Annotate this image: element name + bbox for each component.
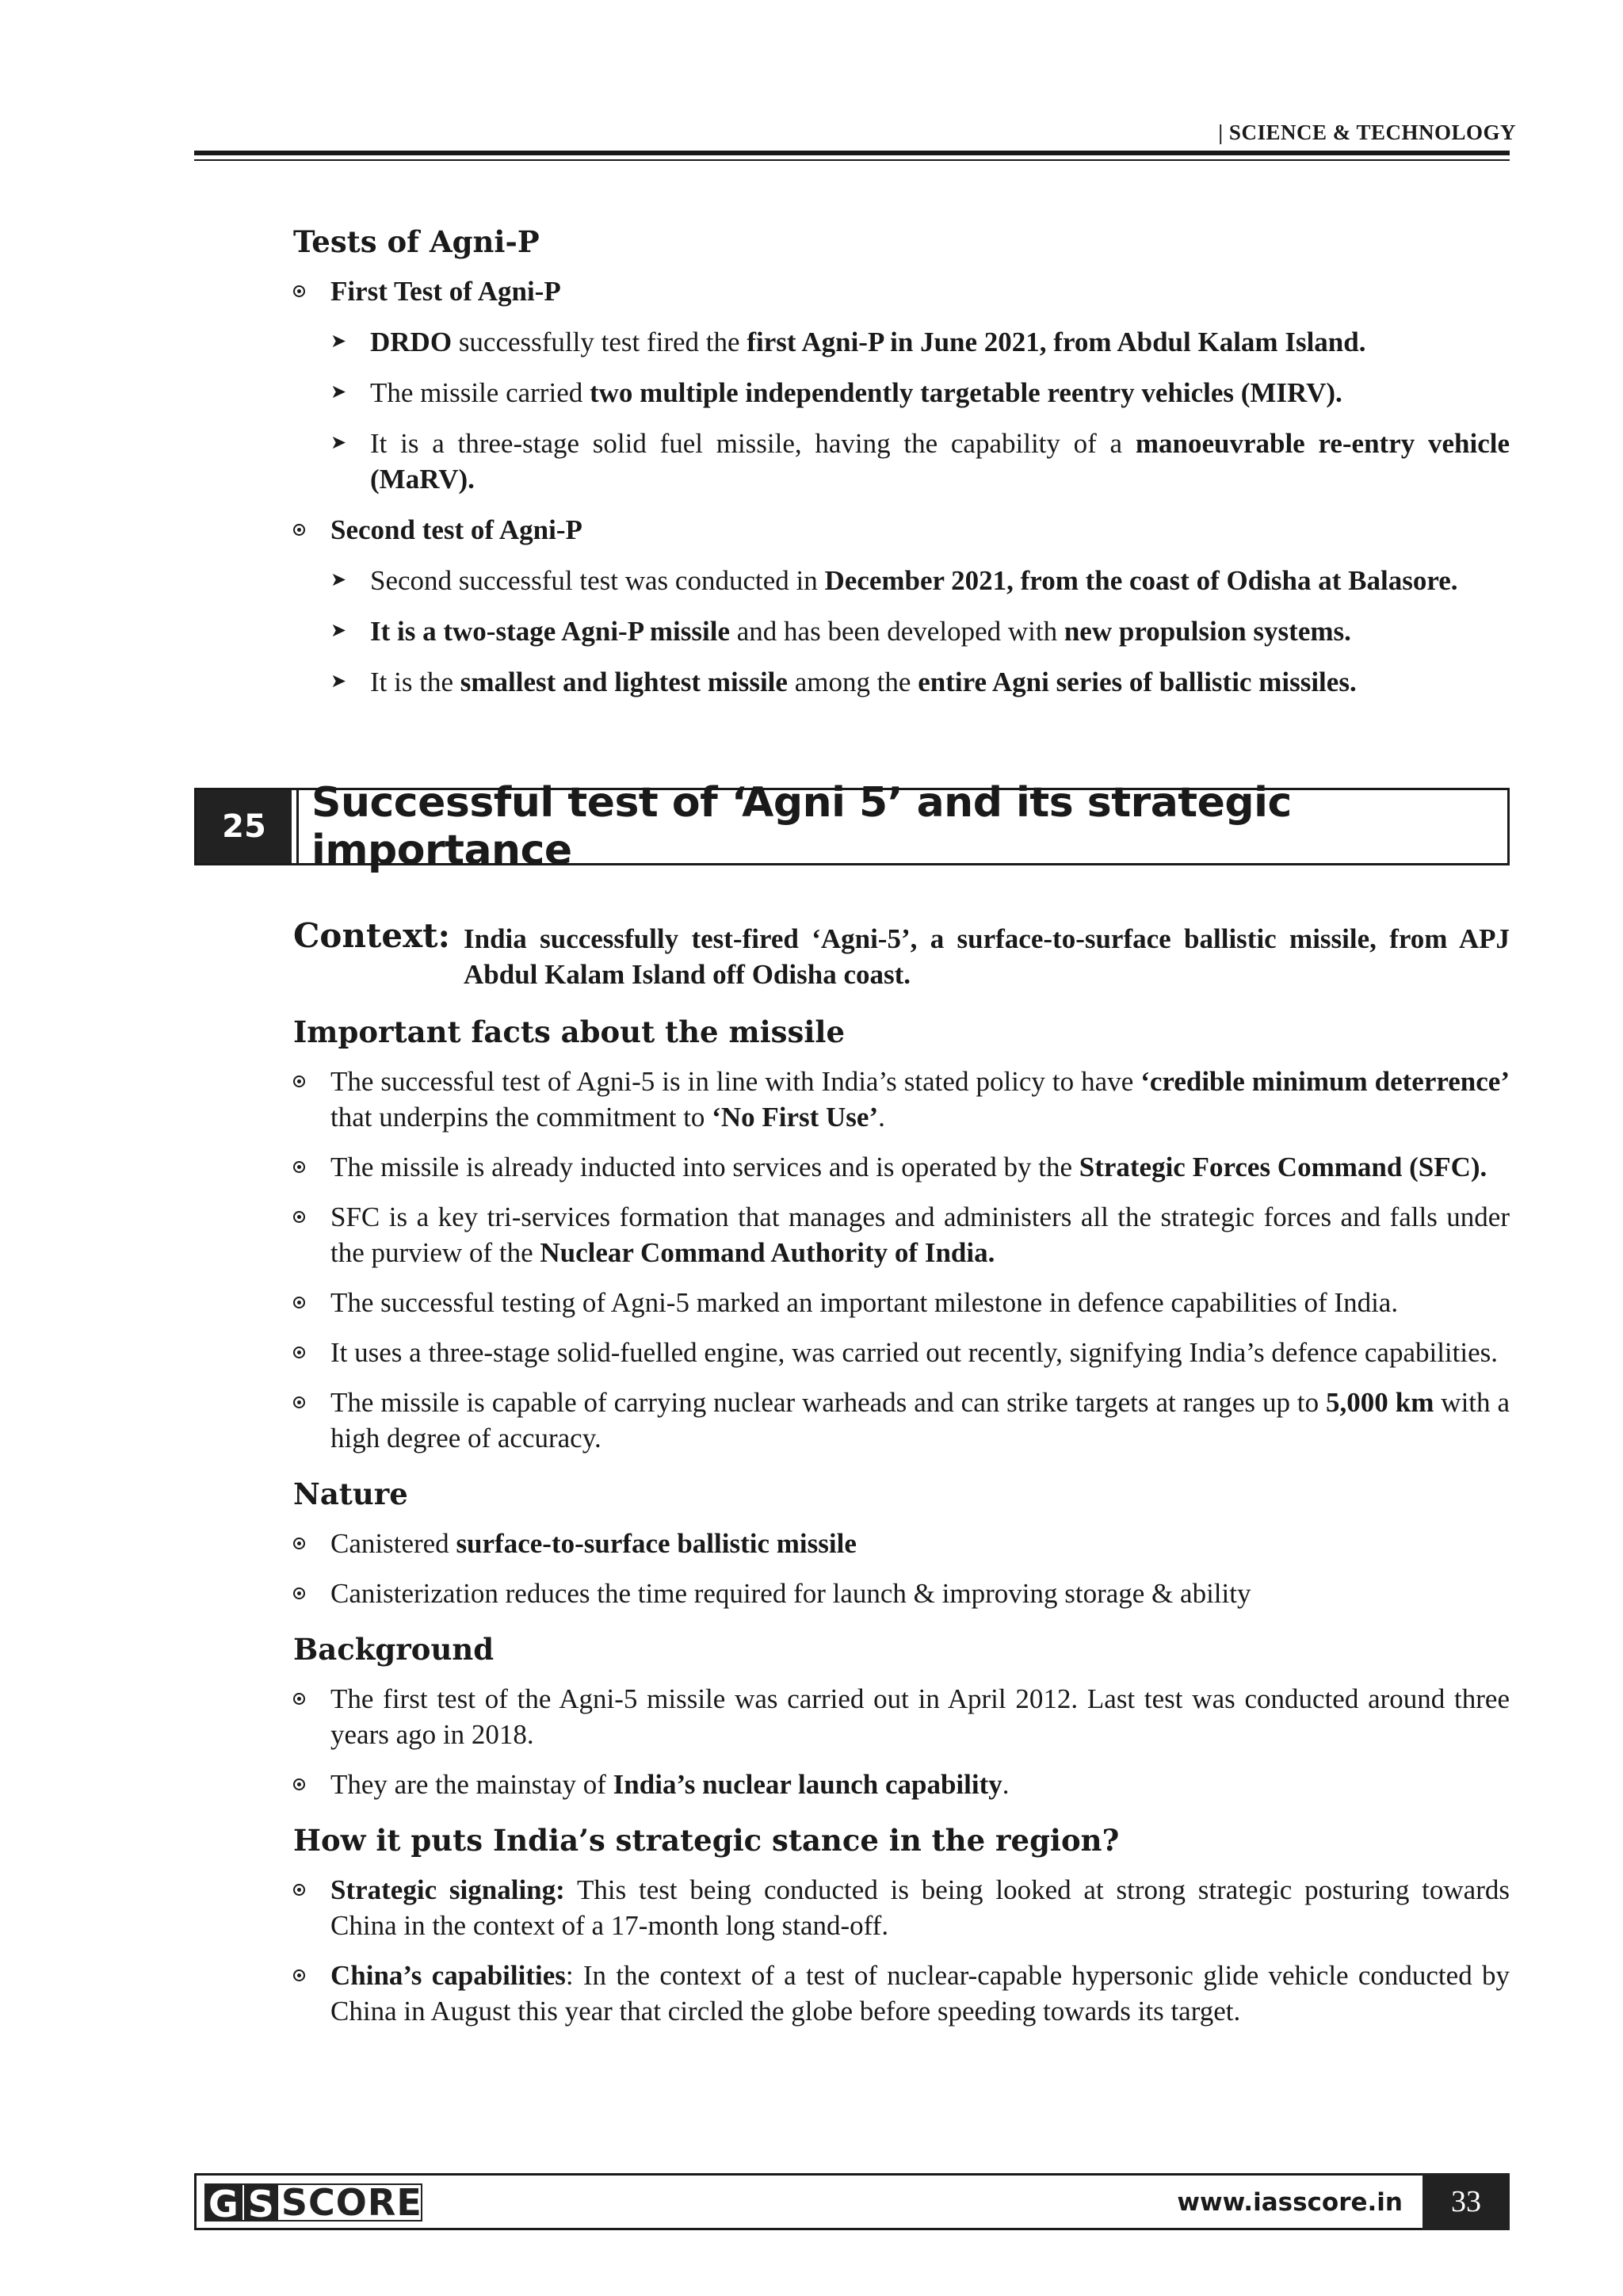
bold-text: China’s capabilities [330,1960,566,1991]
text: SFC is a key tri-services formation that manages and administers all the strategic forces and falls under the purview of the [330,1201,1510,1268]
bold-text: India’s nuclear launch capability [613,1769,1002,1800]
sub-item [330,426,1510,497]
circle-bullet-icon [293,1693,305,1705]
circle-bullet-icon [293,1297,305,1308]
context-label: Context: [293,916,451,955]
text: Canisterization reduces the time required for launch & improving storage & ability [330,1578,1251,1609]
circle-bullet-icon [293,1587,305,1599]
bold-text: surface-to-surface ballistic missile [456,1528,857,1559]
text: It is the [370,667,460,697]
circle-bullet-icon [293,524,305,536]
logo-letter-s: S [244,2183,278,2222]
header-rule [194,151,1510,155]
text: Canistered [330,1528,456,1559]
list-item [293,1681,1510,1752]
section-heading-strategic: How it puts India’s strategic stance in the region? [293,1823,1120,1858]
list-item [293,1064,1510,1135]
section-label: | SCIENCE & TECHNOLOGY [1218,120,1516,144]
text: The first test of the Agni-5 missile was carried out in April 2012. Last test was conducted around three years ago in 2018. [330,1683,1510,1750]
text: The missile is already inducted into services and is operated by the [330,1152,1079,1182]
logo-border [204,2183,422,2222]
topic-number: 25 [197,790,292,863]
list-item [293,1526,1510,1561]
first-test-title: First Test of Agni-P [330,276,561,307]
text: The successful test of Agni-5 is in line with India’s stated policy to have [330,1066,1141,1097]
bold-text: new propulsion systems. [1064,616,1351,647]
website-link[interactable]: www.iasscore.in [1177,2188,1403,2217]
text: . [878,1102,885,1133]
text: They are the mainstay of [330,1769,613,1800]
second-test-title: Second test of Agni-P [330,514,582,545]
bold-text: Nuclear Command Authority of India. [540,1237,995,1268]
list-item [293,1958,1510,2029]
list-item-second-test [293,512,1510,548]
logo-letter-g: G [204,2183,242,2222]
context-block [293,916,1510,992]
circle-bullet-icon [293,1778,305,1790]
sub-item [330,324,1510,360]
text: This test being conducted is being looked at strong strategic posturing towards China in the context of a 17-month long stand-off. [330,1874,1510,1941]
circle-bullet-icon [293,1161,305,1173]
text: with a high degree of accuracy. [330,1387,1510,1454]
list-item [293,1149,1510,1185]
list-item [293,1576,1510,1611]
bold-text: Strategic Forces Command (SFC). [1079,1152,1487,1182]
page-number: 33 [1423,2173,1510,2230]
topic-title-bar [194,779,1510,874]
topic-title-wrap [296,779,1507,874]
agni-5-section [293,916,1510,2029]
bold-text: smallest and lightest missile [460,667,788,697]
circle-bullet-icon [293,1884,305,1896]
arrow-bullet-icon: ➤ [330,671,347,692]
text: . [1002,1769,1010,1800]
bold-text: December 2021, from the coast of Odisha at Balasore. [824,565,1458,596]
section-heading-nature: Nature [293,1477,408,1511]
sub-item [330,375,1510,411]
text: The successful testing of Agni-5 marked an important milestone in defence capabilities of India. [330,1287,1399,1318]
text: and has been developed with [730,616,1064,647]
list-item [293,1335,1510,1370]
arrow-bullet-icon: ➤ [330,433,347,453]
bold-text: manoeuvrable re-entry vehicle (MaRV). [370,428,1510,495]
list-item [293,1872,1510,1943]
bold-text: entire Agni series of ballistic missiles. [918,667,1357,697]
sub-item [330,613,1510,649]
arrow-bullet-icon: ➤ [330,382,347,403]
circle-bullet-icon [293,1075,305,1087]
bold-text: 5,000 km [1326,1387,1434,1418]
context-text: India successfully test-fired ‘Agni-5’, a surface-to-surface ballistic missile, from APJ Abdul Kalam Island off Odisha coast. [464,923,1510,990]
circle-bullet-icon [293,1347,305,1358]
footer [194,2173,1510,2230]
circle-bullet-icon [293,1969,305,1981]
bold-text: Strategic signaling: [330,1874,565,1905]
sub-item [330,563,1510,598]
gs-score-logo [204,2181,422,2225]
bold-text: two multiple independently targetable reentry vehicles (MIRV). [589,377,1342,408]
text: successfully test fired the [452,327,747,357]
agni-p-section [293,224,1510,700]
list-item-first-test [293,273,1510,309]
section-heading-background: Background [293,1632,495,1667]
circle-bullet-icon [293,1211,305,1223]
section-heading-facts: Important facts about the missile [293,1014,845,1049]
text: : In the context of a test of nuclear-capable hypersonic glide vehicle conducted by China in August this year that circled the globe before speeding towards its target. [330,1960,1510,2027]
bold-text: DRDO [370,327,453,357]
bold-text: first Agni-P in June 2021, from Abdul Kalam Island. [747,327,1366,357]
topic-title: Successful test of ‘Agni 5’ and its strategic importance [311,779,1292,874]
bold-text: It is a two-stage Agni-P missile [370,616,731,647]
bold-text: ‘credible minimum deterrence’ [1140,1066,1510,1097]
section-heading-agni-p: Tests of Agni-P [293,224,540,259]
text: It uses a three-stage solid-fuelled engine, was carried out recently, signifying India’s defence capabilities. [330,1337,1499,1368]
arrow-bullet-icon: ➤ [330,570,347,590]
text: The missile carried [370,377,590,408]
arrow-bullet-icon: ➤ [330,621,347,641]
circle-bullet-icon [293,1396,305,1408]
header-rule-thin [194,159,1510,161]
text: among the [787,667,918,697]
logo-wordmark: SCORE [281,2181,422,2224]
arrow-bullet-icon: ➤ [330,331,347,352]
text: Second successful test was conducted in [370,565,825,596]
text: that underpins the commitment to [330,1102,712,1133]
circle-bullet-icon [293,1538,305,1549]
circle-bullet-icon [293,285,305,297]
list-item [293,1385,1510,1456]
text: It is a three-stage solid fuel missile, having the capability of a [370,428,1136,459]
list-item [293,1767,1510,1802]
sub-item [330,664,1510,700]
list-item [293,1199,1510,1270]
text: The missile is capable of carrying nuclear warheads and can strike targets at ranges up to [330,1387,1327,1418]
bold-text: ‘No First Use’ [712,1102,879,1133]
list-item [293,1285,1510,1320]
